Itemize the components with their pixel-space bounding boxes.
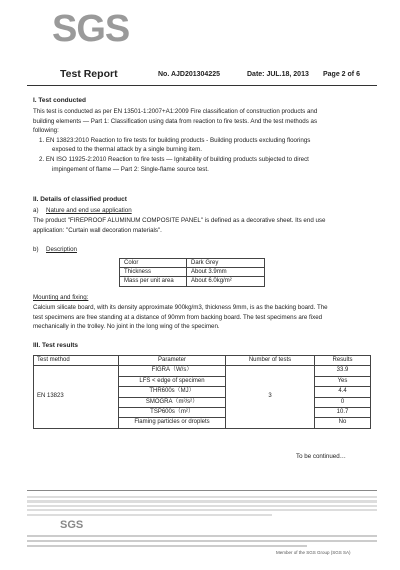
header-rule: [27, 85, 377, 86]
table-cell: About 6.0kg/m²: [187, 277, 265, 286]
report-date: Date: JUL.18, 2013: [247, 71, 309, 78]
table-cell: About 3.9mm: [187, 268, 265, 277]
text-line: The product "FIREPROOF ALUMINUM COMPOSITE PANEL" is defined as a decorative sheet. Its end use: [33, 217, 326, 224]
list-item: 2. EN ISO 11925-2:2010 Reaction to fire tests — Ignitability of building products subjected to direct: [39, 155, 309, 163]
member-line: Member of the SGS Group (SGS SA): [276, 550, 351, 555]
subsection-a-label: a): [33, 207, 39, 214]
list-item: impingement of flame — Part 2: Single-flame source test.: [52, 165, 209, 173]
list-item: exposed to the thermal attack by a single burning item.: [52, 146, 202, 154]
table-cell: Color: [120, 259, 187, 268]
table-cell: THR600s（MJ）: [119, 387, 226, 397]
table-cell: 3: [226, 366, 315, 428]
description-table: [119, 258, 265, 287]
text-line: test specimens are free standing at a distance of 90mm from backing board. The test specimens are fixed: [33, 313, 323, 321]
table-cell: 33.9: [315, 366, 371, 376]
section-body: [33, 107, 383, 174]
report-number: No. AJD201304225: [158, 71, 221, 78]
sgs-seal: [60, 517, 90, 535]
table-cell: 10.7: [315, 408, 371, 418]
table-cell: Thickness: [120, 268, 187, 277]
report-title: Test Report: [60, 68, 118, 80]
text-line: Calcium silicate board, with its density approximate 900kg/m3, thickness 9mm, is as the backing board. The: [33, 304, 328, 311]
table-cell: LFS < edge of specimen: [119, 376, 226, 386]
table-cell: Flaming particles or droplets: [119, 418, 226, 428]
subsection-a-body: [33, 216, 383, 235]
subsection-a-title: Nature and end use application: [46, 207, 132, 214]
text-line: mechanically in the trolley. No joint in the long wing of the specimen.: [33, 323, 220, 331]
table-row: [120, 277, 265, 286]
section-heading: I. Test conducted: [33, 97, 86, 104]
section-heading: II. Details of classified product: [33, 196, 127, 203]
table-cell: Mass per unit area: [120, 277, 187, 286]
section-heading: III. Test results: [33, 342, 79, 349]
svg-text:SGS: SGS: [52, 8, 130, 48]
table-header-row: [34, 356, 371, 366]
mounting-title: Mounting and fixing:: [33, 294, 89, 301]
column-header: Parameter: [119, 356, 226, 366]
table-cell: Yes: [315, 376, 371, 386]
column-header: Number of tests: [226, 356, 315, 366]
results-table: [33, 355, 371, 429]
svg-text:SGS: SGS: [60, 519, 84, 530]
table-cell: No: [315, 418, 371, 428]
page-number: Page 2 of 6: [323, 71, 360, 78]
address-block: [27, 535, 377, 547]
column-header: Test method: [34, 356, 119, 366]
text-line: building elements — Part 1: Classification using data from reaction to fire tests. And the test methods as: [33, 117, 318, 125]
footer-rule: [27, 490, 377, 491]
subsection-b-title: Description: [46, 246, 77, 253]
sgs-logo: [52, 8, 148, 48]
mounting-body: [33, 303, 383, 332]
table-cell: FIGRA（W/s）: [119, 366, 226, 376]
table-cell: SMOGRA（m²/s²）: [119, 397, 226, 407]
table-row: [34, 366, 371, 376]
fine-print: [27, 494, 377, 516]
table-cell: 4.4: [315, 387, 371, 397]
text-line: application: "Curtain wall decoration materials".: [33, 226, 162, 234]
text-line: following:: [33, 127, 59, 135]
table-cell: Dark Grey: [187, 259, 265, 268]
text-line: This test is conducted as per EN 13501-1:2007+A1:2009 Fire classification of construction products and: [33, 108, 318, 115]
table-cell: TSP600s（m²）: [119, 408, 226, 418]
column-header: Results: [315, 356, 371, 366]
subsection-b-label: b): [33, 246, 39, 253]
list-item: 1. EN 13823:2010 Reaction to fire tests for building products - Building products excluding floorings: [39, 136, 311, 144]
table-cell: EN 13823: [34, 366, 119, 428]
table-cell: 0: [315, 397, 371, 407]
continued-note: To be continued…: [296, 453, 346, 460]
table-row: [120, 259, 265, 268]
table-row: [120, 268, 265, 277]
